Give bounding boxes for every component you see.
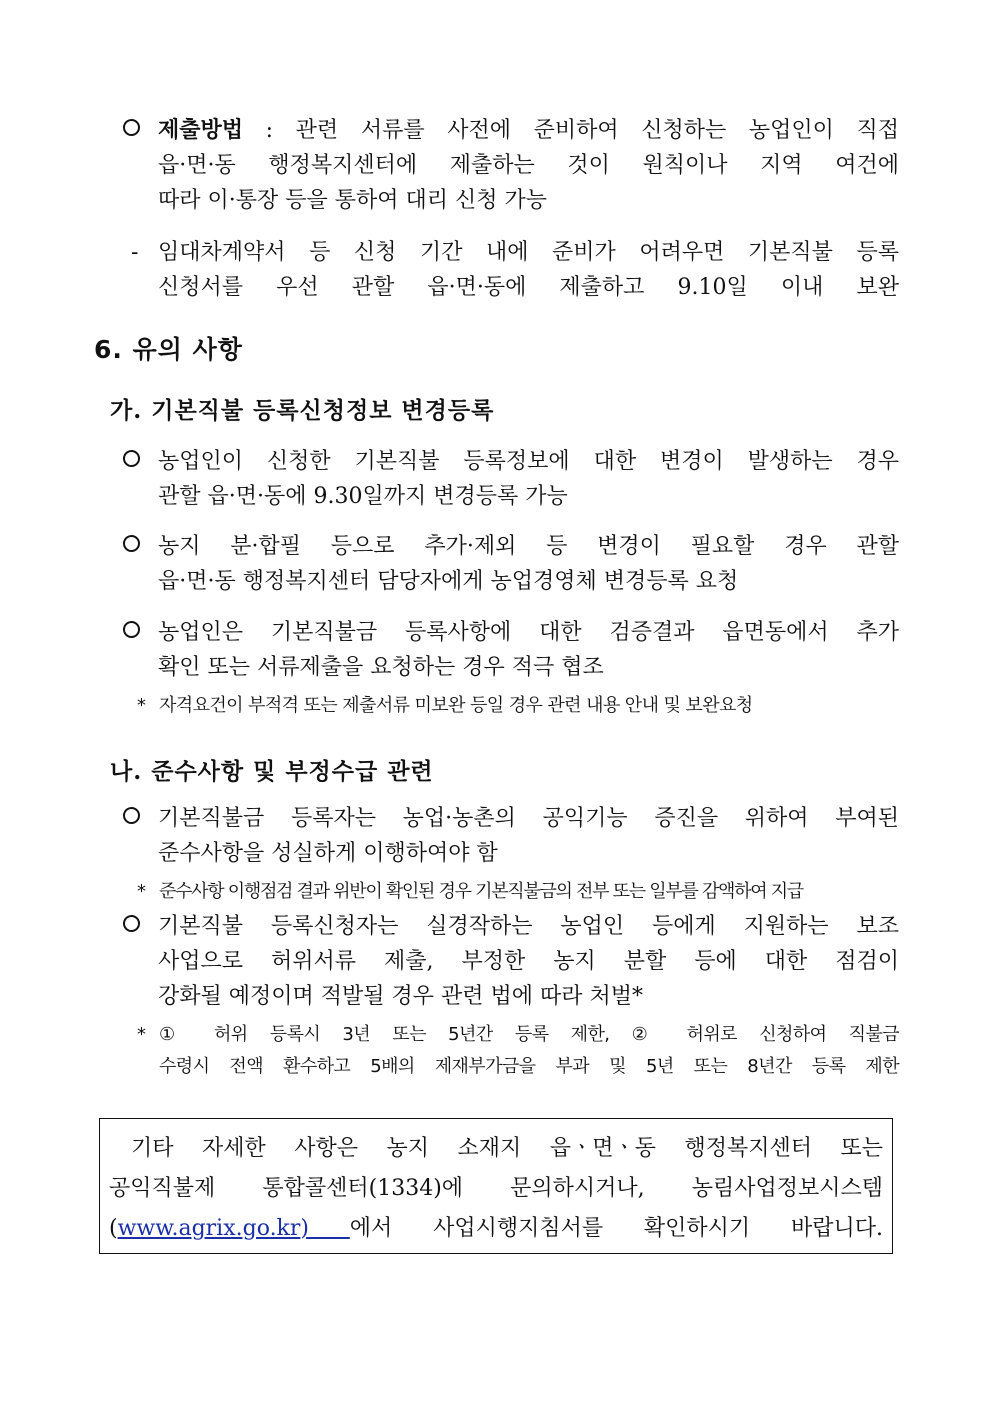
submission-method-line-1: 제출방법 : 관련 서류를 사전에 준비하여 신청하는 농업인이 직접 <box>158 117 899 143</box>
info-box-line-2: 공익직불제 통합콜센터(1334)에 문의하시거나, 농림사업정보시스템 <box>109 1176 883 1201</box>
circle-bullet-icon <box>123 119 140 136</box>
submission-method-line-2: 읍·면·동 행정복지센터에 제출하는 것이 원칙이나 지역 여건에 <box>158 153 899 178</box>
circle-bullet-icon <box>123 450 140 467</box>
subsection-b-item-2-line-1: 기본직불 등록신청자는 실경작하는 농업인 등에게 지원하는 보조 <box>158 914 899 939</box>
submission-method-lead: 제출방법 <box>158 117 244 143</box>
asterisk-mark: * <box>137 695 146 716</box>
section-title: 6. 유의 사항 <box>94 335 243 364</box>
info-box-line-1: 기타 자세한 사항은 농지 소재지 읍ㆍ면ㆍ동 행정복지센터 또는 <box>131 1136 883 1161</box>
lease-contract-line-1: 임대차계약서 등 신청 기간 내에 준비가 어려우면 기본직불 등록 <box>158 240 899 265</box>
subsection-a-note <box>137 690 899 722</box>
subsection-a-item-1-line-1: 농업인이 신청한 기본직불 등록정보에 대한 변경이 발생하는 경우 <box>158 449 899 474</box>
subsection-b-item-1-line-2: 준수사항을 성실하게 이행하여야 함 <box>158 841 498 866</box>
subsection-a-item-3-line-2: 확인 또는 서류제출을 요청하는 경우 적극 협조 <box>158 655 604 680</box>
subsection-a-item-3-line-1: 농업인은 기본직불금 등록사항에 대한 검증결과 읍면동에서 추가 <box>158 620 899 645</box>
agrix-link[interactable]: www.agrix.go.kr <box>117 1216 301 1241</box>
subsection-a-item-1-line-2: 관할 읍·면·동에 9.30일까지 변경등록 가능 <box>158 484 568 509</box>
circle-bullet-icon <box>123 535 140 552</box>
subsection-a-item-3 <box>123 615 899 685</box>
subsection-a-item-2-line-2: 읍·면·동 행정복지센터 담당자에게 농업경영체 변경등록 요청 <box>158 569 739 594</box>
info-box-line-3: (www.agrix.go.kr) 에서 사업시행지침서를 확인하시기 바랍니다. <box>109 1216 883 1241</box>
asterisk-mark: * <box>137 1024 146 1045</box>
subsection-a-item-1 <box>123 444 899 514</box>
subsection-b-item-1 <box>123 801 899 871</box>
subsection-b-note-2-line-1: ① 허위 등록시 3년 또는 5년간 등록 제한, ② 허위로 신청하여 직불금 <box>159 1024 899 1045</box>
circle-bullet-icon <box>123 621 140 638</box>
subsection-b-title: 나. 준수사항 및 부정수급 관련 <box>110 758 434 785</box>
info-box <box>99 1118 893 1254</box>
dash-mark: - <box>131 240 139 265</box>
subsection-b-note-2 <box>137 1019 899 1083</box>
asterisk-mark: * <box>137 881 145 902</box>
subsection-a-item-2-line-1: 농지 분·합필 등으로 추가·제외 등 변경이 필요할 경우 관할 <box>158 534 899 559</box>
subsection-b-item-2-line-3: 강화될 예정이며 적발될 경우 관련 법에 따라 처벌* <box>158 984 643 1009</box>
subsection-a-title: 가. 기본직불 등록신청정보 변경등록 <box>110 397 495 424</box>
submission-method-item <box>123 113 899 218</box>
subsection-b-item-1-line-1: 기본직불금 등록자는 농업·농촌의 공익기능 증진을 위하여 부여된 <box>158 806 899 831</box>
subsection-a-item-2 <box>123 529 899 599</box>
lease-contract-note <box>131 235 899 305</box>
subsection-b-note-2-line-2: 수령시 전액 환수하고 5배의 제재부가금을 부과 및 5년 또는 8년간 등록 제한 <box>159 1056 899 1077</box>
subsection-a-note-text: 자격요건이 부적격 또는 제출서류 미보완 등일 경우 관련 내용 안내 및 보완요청 <box>159 695 753 716</box>
subsection-b-note-1-text: 준수사항 이행점검 결과 위반이 확인된 경우 기본직불금의 전부 또는 일부를 감액하여 지급 <box>159 881 803 902</box>
subsection-b-note-1 <box>137 876 899 908</box>
submission-method-line-3: 따라 이·통장 등을 통하여 대리 신청 가능 <box>158 188 547 213</box>
subsection-b-item-2-line-2: 사업으로 허위서류 제출, 부정한 농지 분할 등에 대한 점검이 <box>158 949 899 974</box>
subsection-b-item-2 <box>123 909 899 1014</box>
lease-contract-line-2: 신청서를 우선 관할 읍·면·동에 제출하고 9.10일 이내 보완 <box>158 275 899 300</box>
circle-bullet-icon <box>123 807 140 824</box>
circle-bullet-icon <box>123 915 140 932</box>
